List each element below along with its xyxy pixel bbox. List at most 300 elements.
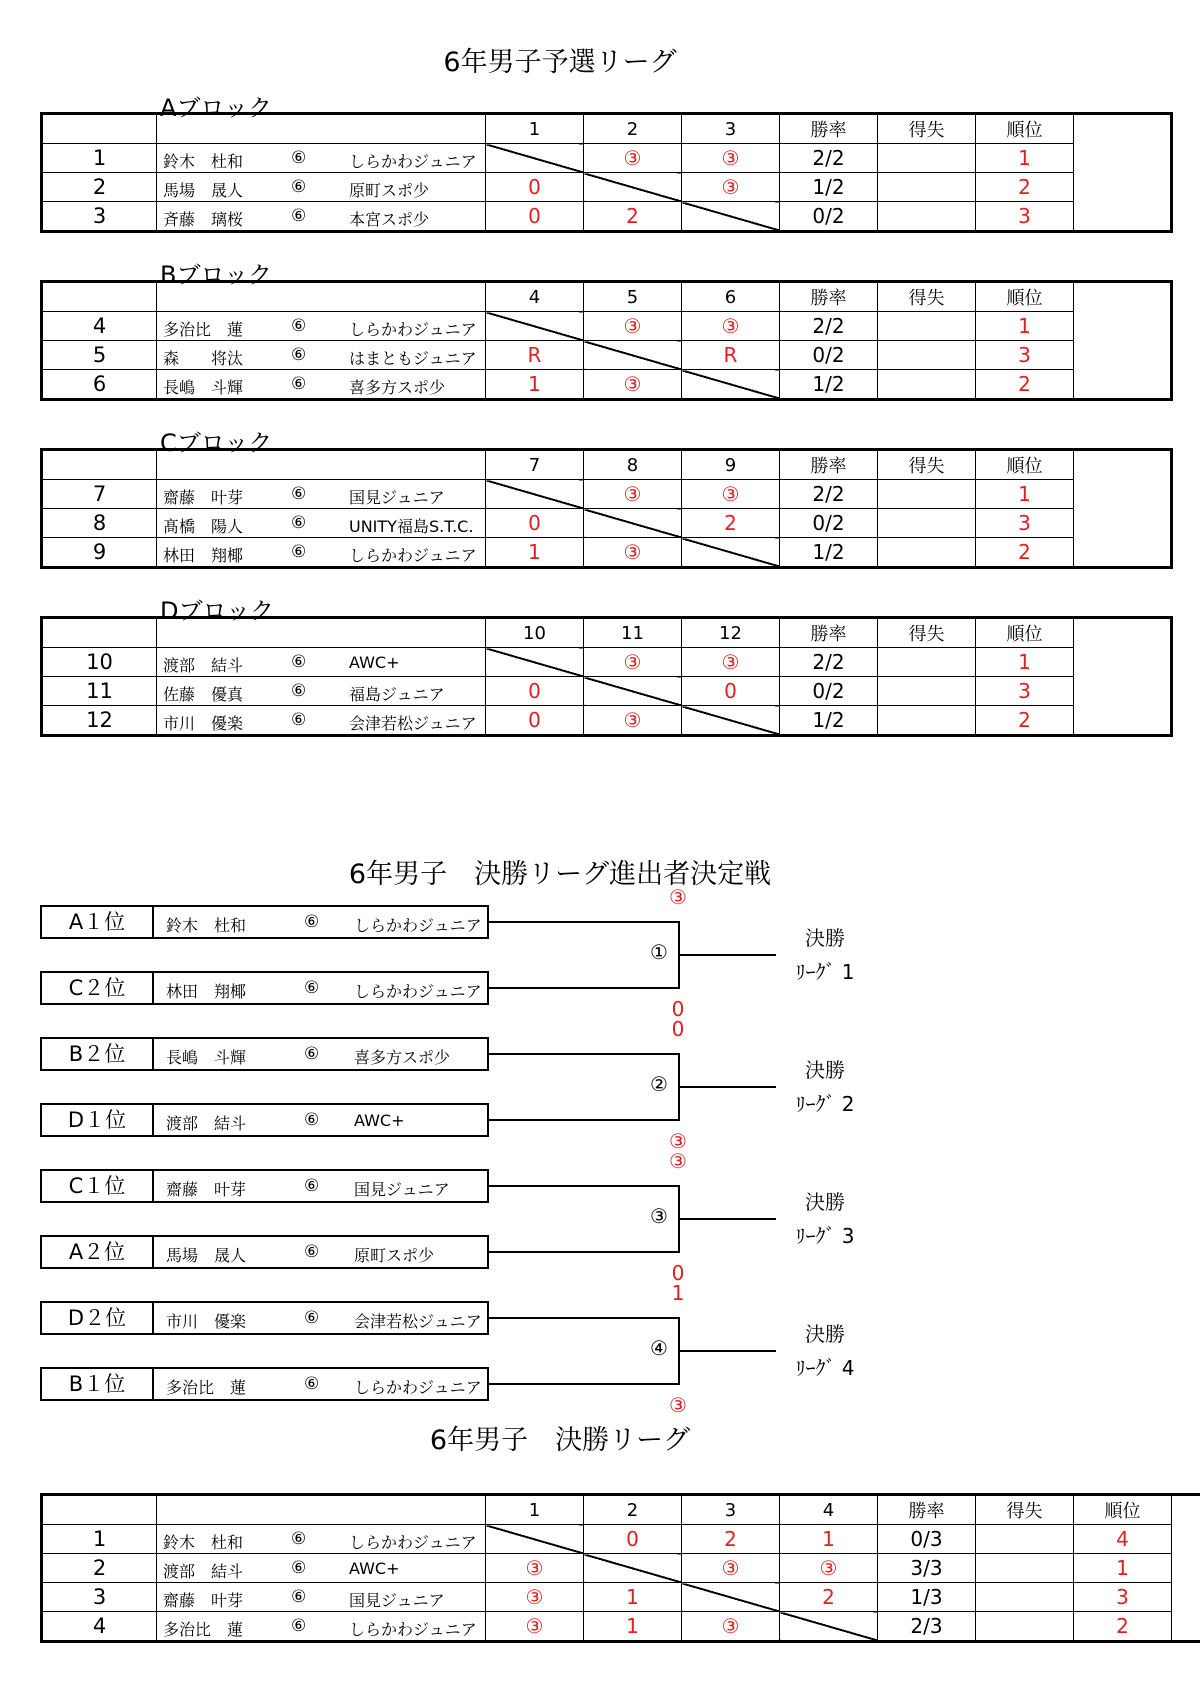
block-label: Bブロック xyxy=(160,261,272,289)
match-result: 0 xyxy=(486,173,584,202)
bracket-line xyxy=(678,1086,776,1088)
block-label: Cブロック xyxy=(160,429,273,457)
match-result: 2 xyxy=(682,509,780,538)
points-diff xyxy=(878,648,976,677)
win-rate: 1/2 xyxy=(780,370,878,400)
header-col-8: 8 xyxy=(584,450,682,480)
header-row xyxy=(42,450,1172,480)
seed-position: A２位 xyxy=(42,1237,154,1267)
player-number: 8 xyxy=(42,509,157,538)
top-score: ③ xyxy=(669,1149,687,1173)
match-result: ③ xyxy=(584,538,682,568)
header-rank: 順位 xyxy=(976,450,1074,480)
header-col-3: 3 xyxy=(682,114,780,144)
rank: 4 xyxy=(1074,1525,1172,1554)
header-blank xyxy=(42,618,157,648)
points-diff xyxy=(878,312,976,341)
player-row xyxy=(42,312,1172,341)
win-rate: 0/2 xyxy=(780,677,878,706)
club-name: 国見ジュニア xyxy=(349,488,445,507)
match-result: ③ xyxy=(682,1554,780,1583)
club-name: UNITY福島S.T.C. xyxy=(349,517,474,536)
bracket-line xyxy=(489,1053,678,1055)
rank: 3 xyxy=(1074,1583,1172,1612)
player-row xyxy=(42,480,1172,509)
header-rank: 順位 xyxy=(976,114,1074,144)
player-cell xyxy=(157,648,486,677)
finals-title: 6年男子 決勝リーグ xyxy=(429,1425,691,1456)
match-result: ③ xyxy=(584,144,682,173)
player-number: 6 xyxy=(42,370,157,400)
player-cell xyxy=(157,706,486,736)
bracket-line xyxy=(678,1218,776,1220)
bracket-line xyxy=(489,1185,678,1187)
club-name: AWC+ xyxy=(354,1111,405,1130)
block-table xyxy=(40,112,1173,233)
seed-box xyxy=(40,1169,489,1203)
match-result: 1 xyxy=(780,1525,878,1554)
player-name: 渡部 結斗 xyxy=(166,1114,247,1133)
points-diff xyxy=(878,370,976,400)
bottom-score: ③ xyxy=(669,1129,687,1153)
club-name: はまともジュニア xyxy=(349,349,477,368)
player-row xyxy=(42,538,1172,568)
player-number: 3 xyxy=(42,1583,157,1612)
club-name: しらかわジュニア xyxy=(349,320,477,339)
points-diff xyxy=(878,706,976,736)
player-name: 渡部 結斗 xyxy=(163,1562,244,1581)
bracket-title: 6年男子 決勝リーグ進出者決定戦 xyxy=(348,859,772,890)
win-rate: 0/3 xyxy=(878,1525,976,1554)
diagonal-cell xyxy=(486,648,584,677)
club-name: 本宮スポ少 xyxy=(349,210,430,229)
player-name: 市川 優楽 xyxy=(163,714,244,733)
header-col-3: 3 xyxy=(682,1495,780,1525)
header-rate: 勝率 xyxy=(780,282,878,312)
rank: 1 xyxy=(976,144,1074,173)
seed-position: D２位 xyxy=(42,1303,154,1333)
match-result: 1 xyxy=(584,1612,682,1642)
match-result: ③ xyxy=(584,370,682,400)
club-name: しらかわジュニア xyxy=(349,152,477,171)
header-col-2: 2 xyxy=(584,1495,682,1525)
grade-mark: ⑥ xyxy=(291,484,307,504)
header-blank xyxy=(157,1495,486,1525)
grade-mark: ⑥ xyxy=(304,912,320,932)
header-row xyxy=(42,1495,1200,1525)
seed-box xyxy=(40,971,489,1005)
player-row xyxy=(42,648,1172,677)
rank: 1 xyxy=(976,312,1074,341)
club-name: 国見ジュニア xyxy=(354,1180,450,1199)
seed-position: C１位 xyxy=(42,1171,154,1201)
player-cell xyxy=(157,1583,486,1612)
rank: 2 xyxy=(976,173,1074,202)
points-diff xyxy=(878,341,976,370)
header-row xyxy=(42,618,1172,648)
header-col-9: 9 xyxy=(682,450,780,480)
match-result: 0 xyxy=(486,677,584,706)
block-table xyxy=(40,616,1173,737)
player-cell xyxy=(157,341,486,370)
match-result: R xyxy=(486,341,584,370)
player-number: 5 xyxy=(42,341,157,370)
prelim-title: 6年男子予選リーグ xyxy=(443,47,677,78)
points-diff xyxy=(878,202,976,232)
grade-mark: ⑥ xyxy=(291,1616,307,1636)
seed-position: B１位 xyxy=(42,1369,154,1399)
header-points: 得失 xyxy=(878,450,976,480)
player-row xyxy=(42,1554,1200,1583)
club-name: しらかわジュニア xyxy=(354,916,482,935)
header-blank xyxy=(42,282,157,312)
grade-mark: ⑥ xyxy=(291,1587,307,1607)
grade-mark: ⑥ xyxy=(304,1374,320,1394)
club-name: AWC+ xyxy=(349,1559,400,1578)
points-diff xyxy=(878,173,976,202)
bracket-line xyxy=(489,1383,678,1385)
seed-box xyxy=(40,905,489,939)
block-label: Aブロック xyxy=(160,94,272,122)
match-result: 1 xyxy=(584,1583,682,1612)
player-name: 斉藤 璃桜 xyxy=(163,210,244,229)
seed-box xyxy=(40,1301,489,1335)
player-number: 7 xyxy=(42,480,157,509)
match-result: ③ xyxy=(584,706,682,736)
finals-slot-label: ﾘｰｸﾞ 2 xyxy=(795,1092,855,1116)
grade-mark: ⑥ xyxy=(304,1176,320,1196)
win-rate: 1/2 xyxy=(780,538,878,568)
header-rate: 勝率 xyxy=(780,114,878,144)
header-points: 得失 xyxy=(878,114,976,144)
finals-slot-label: 決勝 xyxy=(805,1058,845,1082)
player-row xyxy=(42,173,1172,202)
win-rate: 0/2 xyxy=(780,202,878,232)
player-name: 佐藤 優真 xyxy=(163,685,244,704)
rank: 1 xyxy=(1074,1554,1172,1583)
diagonal-cell xyxy=(584,1554,682,1583)
header-rate: 勝率 xyxy=(878,1495,976,1525)
win-rate: 2/2 xyxy=(780,312,878,341)
diagonal-cell xyxy=(584,341,682,370)
player-cell xyxy=(157,677,486,706)
player-cell xyxy=(157,173,486,202)
player-name: 齋藤 叶芽 xyxy=(163,1591,244,1610)
player-row xyxy=(42,706,1172,736)
bracket-line xyxy=(678,954,776,956)
match-result: ③ xyxy=(780,1554,878,1583)
win-rate: 2/2 xyxy=(780,144,878,173)
grade-mark: ⑥ xyxy=(291,177,307,197)
header-blank xyxy=(42,114,157,144)
win-rate: 1/2 xyxy=(780,706,878,736)
points-diff xyxy=(976,1583,1074,1612)
seed-position: D１位 xyxy=(42,1105,154,1135)
player-number: 4 xyxy=(42,312,157,341)
player-name: 齋藤 叶芽 xyxy=(166,1180,247,1199)
points-diff xyxy=(878,509,976,538)
player-cell xyxy=(157,1554,486,1583)
player-cell xyxy=(157,538,486,568)
header-col-4: 4 xyxy=(486,282,584,312)
win-rate: 2/2 xyxy=(780,648,878,677)
match-result: 0 xyxy=(486,202,584,232)
club-name: 原町スポ少 xyxy=(354,1246,435,1265)
match-result: 1 xyxy=(486,538,584,568)
seed-position: A１位 xyxy=(42,907,154,937)
player-row xyxy=(42,144,1172,173)
player-name: 林田 翔椰 xyxy=(163,546,244,565)
match-number: ③ xyxy=(650,1204,668,1228)
header-rank: 順位 xyxy=(976,282,1074,312)
rank: 1 xyxy=(976,480,1074,509)
rank: 1 xyxy=(976,648,1074,677)
header-row xyxy=(42,282,1172,312)
diagonal-cell xyxy=(682,538,780,568)
club-name: 会津若松ジュニア xyxy=(349,714,477,733)
player-cell xyxy=(157,202,486,232)
player-name: 多治比 蓮 xyxy=(166,1378,247,1397)
header-row xyxy=(42,114,1172,144)
points-diff xyxy=(878,538,976,568)
seed-box xyxy=(40,1367,489,1401)
header-col-10: 10 xyxy=(486,618,584,648)
match-result: 2 xyxy=(682,1525,780,1554)
win-rate: 1/3 xyxy=(878,1583,976,1612)
header-col-1: 1 xyxy=(486,1495,584,1525)
rank: 2 xyxy=(976,706,1074,736)
match-result: ③ xyxy=(682,144,780,173)
player-name: 馬場 晟人 xyxy=(163,181,244,200)
grade-mark: ⑥ xyxy=(291,316,307,336)
grade-mark: ⑥ xyxy=(304,978,320,998)
player-name: 鈴木 杜和 xyxy=(163,152,244,171)
club-name: AWC+ xyxy=(349,653,400,672)
match-result: ③ xyxy=(682,648,780,677)
player-row xyxy=(42,1583,1200,1612)
points-diff xyxy=(878,144,976,173)
player-number: 1 xyxy=(42,1525,157,1554)
header-blank xyxy=(157,282,486,312)
player-name: 齋藤 叶芽 xyxy=(163,488,244,507)
bracket-line xyxy=(489,987,678,989)
header-col-4: 4 xyxy=(780,1495,878,1525)
bracket-line xyxy=(489,1119,678,1121)
header-blank xyxy=(157,450,486,480)
player-number: 9 xyxy=(42,538,157,568)
grade-mark: ⑥ xyxy=(304,1044,320,1064)
match-result: ③ xyxy=(486,1554,584,1583)
finals-slot-label: ﾘｰｸﾞ 1 xyxy=(795,960,855,984)
top-score: 1 xyxy=(671,1281,685,1305)
player-number: 4 xyxy=(42,1612,157,1642)
diagonal-cell xyxy=(486,1525,584,1554)
header-col-2: 2 xyxy=(584,114,682,144)
club-name: しらかわジュニア xyxy=(349,1533,477,1552)
grade-mark: ⑥ xyxy=(291,652,307,672)
club-name: しらかわジュニア xyxy=(349,1620,477,1639)
finals-slot-label: 決勝 xyxy=(805,1322,845,1346)
block-table xyxy=(40,448,1173,569)
header-rank: 順位 xyxy=(1074,1495,1172,1525)
seed-position: C２位 xyxy=(42,973,154,1003)
diagonal-cell xyxy=(486,144,584,173)
club-name: 福島ジュニア xyxy=(349,685,445,704)
win-rate: 2/3 xyxy=(878,1612,976,1642)
player-row xyxy=(42,1525,1200,1554)
match-result: ③ xyxy=(584,480,682,509)
bracket-line xyxy=(489,1251,678,1253)
player-cell xyxy=(157,480,486,509)
finals-table xyxy=(40,1493,1200,1643)
points-diff xyxy=(878,677,976,706)
player-name: 多治比 蓮 xyxy=(163,320,244,339)
match-number: ② xyxy=(650,1072,668,1096)
points-diff xyxy=(976,1525,1074,1554)
grade-mark: ⑥ xyxy=(304,1308,320,1328)
club-name: 喜多方スポ少 xyxy=(354,1048,451,1067)
finals-slot-label: 決勝 xyxy=(805,926,845,950)
match-result: ③ xyxy=(486,1612,584,1642)
match-number: ① xyxy=(650,940,668,964)
rank: 3 xyxy=(976,341,1074,370)
win-rate: 2/2 xyxy=(780,480,878,509)
grade-mark: ⑥ xyxy=(291,1529,307,1549)
diagonal-cell xyxy=(584,677,682,706)
win-rate: 0/2 xyxy=(780,341,878,370)
player-row xyxy=(42,677,1172,706)
diagonal-cell xyxy=(486,480,584,509)
club-name: しらかわジュニア xyxy=(354,982,482,1001)
finals-slot-label: 決勝 xyxy=(805,1190,845,1214)
player-cell xyxy=(157,1525,486,1554)
header-rate: 勝率 xyxy=(780,450,878,480)
points-diff xyxy=(976,1554,1074,1583)
club-name: 国見ジュニア xyxy=(349,1591,445,1610)
header-col-7: 7 xyxy=(486,450,584,480)
player-name: 馬場 晟人 xyxy=(166,1246,247,1265)
club-name: しらかわジュニア xyxy=(354,1378,482,1397)
player-name: 渡部 結斗 xyxy=(163,656,244,675)
grade-mark: ⑥ xyxy=(291,710,307,730)
player-cell xyxy=(157,370,486,400)
player-row xyxy=(42,202,1172,232)
player-name: 多治比 蓮 xyxy=(163,1620,244,1639)
player-name: 市川 優楽 xyxy=(166,1312,247,1331)
finals-slot-label: ﾘｰｸﾞ 3 xyxy=(795,1224,855,1248)
player-number: 2 xyxy=(42,1554,157,1583)
grade-mark: ⑥ xyxy=(291,1558,307,1578)
header-col-5: 5 xyxy=(584,282,682,312)
player-name: 長嶋 斗輝 xyxy=(166,1048,247,1067)
player-number: 10 xyxy=(42,648,157,677)
grade-mark: ⑥ xyxy=(291,206,307,226)
bottom-score: 0 xyxy=(671,1261,685,1285)
player-name: 長嶋 斗輝 xyxy=(163,378,244,397)
header-points: 得失 xyxy=(976,1495,1074,1525)
seed-box xyxy=(40,1103,489,1137)
player-row xyxy=(42,370,1172,400)
player-cell xyxy=(157,509,486,538)
grade-mark: ⑥ xyxy=(291,513,307,533)
match-result: 1 xyxy=(486,370,584,400)
grade-mark: ⑥ xyxy=(291,148,307,168)
grade-mark: ⑥ xyxy=(304,1110,320,1130)
rank: 2 xyxy=(1074,1612,1172,1642)
player-row xyxy=(42,509,1172,538)
player-name: 鈴木 杜和 xyxy=(163,1533,244,1552)
club-name: 喜多方スポ少 xyxy=(349,378,446,397)
grade-mark: ⑥ xyxy=(291,374,307,394)
header-blank xyxy=(157,114,486,144)
player-number: 11 xyxy=(42,677,157,706)
header-rate: 勝率 xyxy=(780,618,878,648)
match-result: ③ xyxy=(682,312,780,341)
match-result: ③ xyxy=(584,312,682,341)
match-result: 2 xyxy=(584,202,682,232)
player-name: 森 将汰 xyxy=(163,349,244,368)
header-col-1: 1 xyxy=(486,114,584,144)
match-result: 0 xyxy=(486,706,584,736)
player-name: 林田 翔椰 xyxy=(166,982,247,1001)
header-blank xyxy=(42,1495,157,1525)
match-result: 0 xyxy=(682,677,780,706)
rank: 2 xyxy=(976,538,1074,568)
win-rate: 1/2 xyxy=(780,173,878,202)
points-diff xyxy=(878,480,976,509)
match-result: ③ xyxy=(682,1612,780,1642)
match-result: ③ xyxy=(682,480,780,509)
player-name: 髙橋 陽人 xyxy=(163,517,244,536)
club-name: 会津若松ジュニア xyxy=(354,1312,482,1331)
diagonal-cell xyxy=(682,370,780,400)
diagonal-cell xyxy=(682,202,780,232)
diagonal-cell xyxy=(682,1583,780,1612)
header-blank xyxy=(42,450,157,480)
win-rate: 0/2 xyxy=(780,509,878,538)
grade-mark: ⑥ xyxy=(291,345,307,365)
header-rank: 順位 xyxy=(976,618,1074,648)
rank: 3 xyxy=(976,202,1074,232)
rank: 2 xyxy=(976,370,1074,400)
player-number: 2 xyxy=(42,173,157,202)
player-row xyxy=(42,1612,1200,1642)
points-diff xyxy=(976,1612,1074,1642)
bracket-line xyxy=(489,1317,678,1319)
match-number: ④ xyxy=(650,1336,668,1360)
player-name: 鈴木 杜和 xyxy=(166,916,247,935)
bracket-line xyxy=(678,1350,776,1352)
top-score: 0 xyxy=(671,1017,685,1041)
player-number: 1 xyxy=(42,144,157,173)
player-cell xyxy=(157,1612,486,1642)
club-name: しらかわジュニア xyxy=(349,546,477,565)
top-score: ③ xyxy=(669,885,687,909)
diagonal-cell xyxy=(682,706,780,736)
header-col-6: 6 xyxy=(682,282,780,312)
finals-slot-label: ﾘｰｸﾞ 4 xyxy=(795,1356,855,1380)
match-result: 0 xyxy=(584,1525,682,1554)
match-result: 0 xyxy=(486,509,584,538)
grade-mark: ⑥ xyxy=(304,1242,320,1262)
grade-mark: ⑥ xyxy=(291,681,307,701)
match-result: ③ xyxy=(682,173,780,202)
club-name: 原町スポ少 xyxy=(349,181,430,200)
match-result: 2 xyxy=(780,1583,878,1612)
player-number: 3 xyxy=(42,202,157,232)
player-cell xyxy=(157,312,486,341)
header-points: 得失 xyxy=(878,618,976,648)
